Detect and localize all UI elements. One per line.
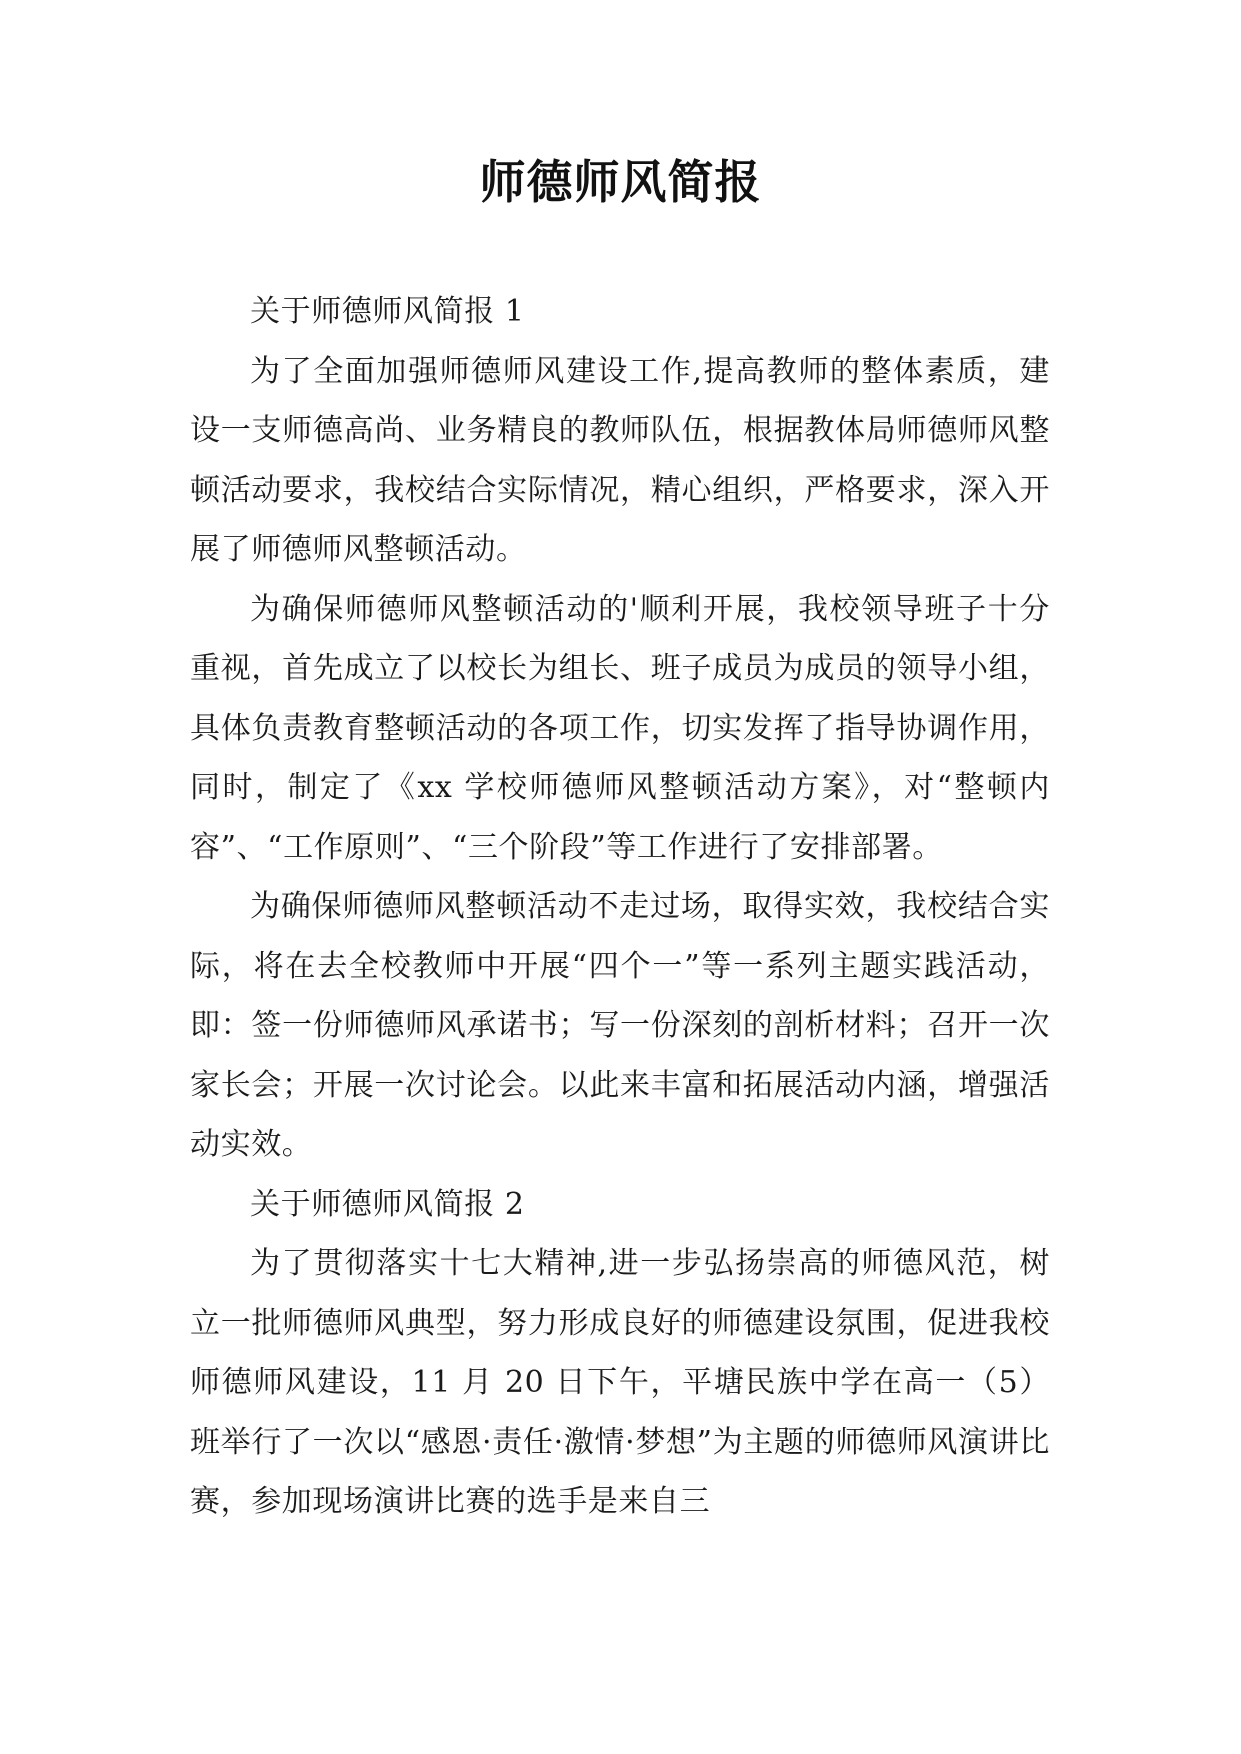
document-body: [190, 282, 1050, 1532]
paragraph: 为了贯彻落实十七大精神,进一步弘扬崇高的师德风范，树立一批师德师风典型，努力形成良好的师德建设氛围，促进我校师德师风建设，11 月 20 日下午，平塘民族中学在高一（5）班举行了一次以“感恩·责任·激情·梦想”为主题的师德师风演讲比赛，参加现场演讲比赛的选手是来自三: [190, 1246, 1050, 1519]
paragraph: 为确保师德师风整顿活动不走过场，取得实效，我校结合实际，将在去全校教师中开展“四个一”等一系列主题实践活动，即：签一份师德师风承诺书；写一份深刻的剖析材料；召开一次家长会；开展一次讨论会。以此来丰富和拓展活动内涵，增强活动实效。: [190, 889, 1050, 1162]
section-heading-1: 关于师德师风简报 1: [250, 294, 525, 329]
section-heading-2: 关于师德师风简报 2: [250, 1186, 525, 1222]
document-title: 师德师风简报: [479, 155, 762, 209]
paragraph: 为了全面加强师德师风建设工作,提高教师的整体素质，建设一支师德高尚、业务精良的教师队伍，根据教体局师德师风整顿活动要求，我校结合实际情况，精心组织，严格要求，深入开展了师德师风整顿活动。: [190, 353, 1050, 567]
paragraph: 为确保师德师风整顿活动的'顺利开展，我校领导班子十分重视，首先成立了以校长为组长、班子成员为成员的领导小组，具体负责教育整顿活动的各项工作，切实发挥了指导协调作用，同时，制定了《xx 学校师德师风整顿活动方案》，对“整顿内容”、“工作原则”、“三个阶段”等工作进行了安排部署。: [190, 591, 1050, 865]
